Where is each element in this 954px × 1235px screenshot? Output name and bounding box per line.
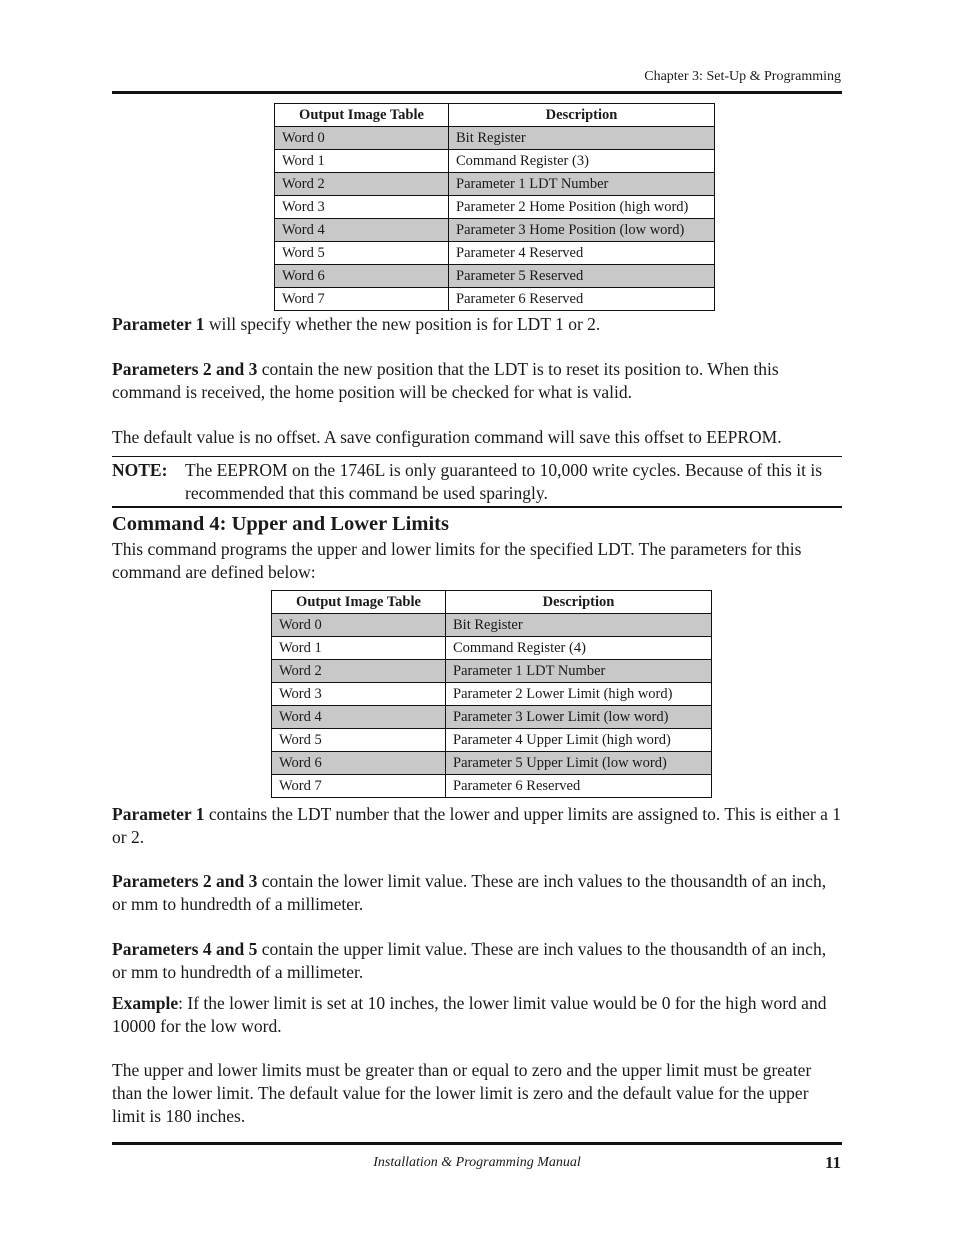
paragraph-limit-rules: The upper and lower limits must be greater than or equal to zero and the upper limit must be greater than the lower limit. The default value for the lower limit is zero and the default value for the upper limit is 180 inches. [112, 1060, 812, 1126]
table-cell: Word 6 [272, 752, 446, 775]
paragraph-limits-parameter-1 [112, 803, 842, 849]
page-number: 11 [824, 1153, 841, 1172]
table-header-cell: Description [449, 104, 715, 127]
table-cell: Parameter 6 Reserved [449, 288, 715, 311]
table-cell: Word 5 [272, 729, 446, 752]
table-cell: Parameter 2 Home Position (high word) [449, 196, 715, 219]
table-cell: Parameter 5 Upper Limit (low word) [446, 752, 712, 775]
table-cell: Parameter 3 Lower Limit (low word) [446, 706, 712, 729]
table-row [272, 637, 712, 660]
table-cell: Parameter 6 Reserved [446, 775, 712, 798]
paragraph-parameter-1 [112, 313, 842, 336]
table-row [272, 752, 712, 775]
table-header-cell: Output Image Table [275, 104, 449, 127]
table-row [275, 265, 715, 288]
paragraph-example [112, 992, 842, 1038]
table-cell: Word 1 [275, 150, 449, 173]
output-image-table-command-4 [271, 590, 712, 798]
running-header: Chapter 3: Set-Up & Programming [644, 69, 841, 84]
table-row [272, 775, 712, 798]
table-row [275, 288, 715, 311]
table-cell: Word 6 [275, 265, 449, 288]
table-cell: Word 2 [272, 660, 446, 683]
table-cell: Word 7 [275, 288, 449, 311]
note-bottom-rule [112, 506, 842, 508]
table-cell: Parameter 3 Home Position (low word) [449, 219, 715, 242]
output-image-table-command-3 [274, 103, 715, 311]
table-row [275, 173, 715, 196]
table-cell: Parameter 4 Reserved [449, 242, 715, 265]
table-cell: Bit Register [446, 614, 712, 637]
table-header-cell: Description [446, 591, 712, 614]
bold-lead: Parameters 4 and 5 [112, 939, 258, 959]
table-cell: Bit Register [449, 127, 715, 150]
table-cell: Parameter 1 LDT Number [446, 660, 712, 683]
paragraph-text: contain the lower limit value. These are inch values to the thousandth of an inch, or mm to hundredth of a millimeter. [112, 871, 827, 914]
bold-lead: Parameters 2 and 3 [112, 871, 258, 891]
table-row [272, 706, 712, 729]
table-cell: Word 5 [275, 242, 449, 265]
bold-lead: Parameters 2 and 3 [112, 359, 258, 379]
table-cell: Word 0 [272, 614, 446, 637]
table-cell: Parameter 5 Reserved [449, 265, 715, 288]
table-cell: Word 4 [272, 706, 446, 729]
table-cell: Word 3 [272, 683, 446, 706]
table-row [272, 614, 712, 637]
bold-lead: Example [112, 993, 179, 1013]
footer-rule [112, 1142, 842, 1145]
paragraph-default-value: The default value is no offset. A save configuration command will save this offset to EEPROM. [112, 427, 782, 447]
footer-title: Installation & Programming Manual [373, 1155, 581, 1170]
paragraph-text: will specify whether the new position is for LDT 1 or 2. [204, 314, 601, 334]
table-cell: Word 7 [272, 775, 446, 798]
paragraph-text: contains the LDT number that the lower and upper limits are assigned to. This is either a 1 or 2. [112, 804, 841, 847]
paragraph-upper-limit [112, 938, 842, 984]
table-row [275, 196, 715, 219]
table-row [275, 242, 715, 265]
table-row [272, 683, 712, 706]
table-cell: Command Register (3) [449, 150, 715, 173]
table-cell: Word 2 [275, 173, 449, 196]
table-row [275, 219, 715, 242]
header-rule [112, 91, 842, 94]
table-cell: Word 1 [272, 637, 446, 660]
table-cell: Parameter 1 LDT Number [449, 173, 715, 196]
table-header-row [272, 591, 712, 614]
note-top-rule [112, 456, 842, 457]
table-row [275, 150, 715, 173]
bold-lead: Parameter 1 [112, 804, 205, 824]
table-cell: Word 4 [275, 219, 449, 242]
paragraph-text: : If the lower limit is set at 10 inches, the lower limit value would be 0 for the high word and 10000 for the low word. [112, 993, 827, 1036]
paragraph-command-intro: This command programs the upper and lower limits for the specified LDT. The parameters for this command are defined below: [112, 539, 802, 582]
table-header-cell: Output Image Table [272, 591, 446, 614]
paragraph-text: contain the upper limit value. These are inch values to the thousandth of an inch, or mm to hundredth of a millimeter. [112, 939, 827, 982]
note-text: The EEPROM on the 1746L is only guaranteed to 10,000 write cycles. Because of this it is recommended that this command be used sparingly. [185, 460, 823, 503]
table-row [272, 729, 712, 752]
table-row [272, 660, 712, 683]
table-row [275, 127, 715, 150]
table-header-row [275, 104, 715, 127]
paragraph-parameters-2-3 [112, 358, 842, 404]
note-label: NOTE: [112, 460, 168, 480]
section-heading: Command 4: Upper and Lower Limits [112, 513, 449, 535]
bold-lead: Parameter 1 [112, 314, 205, 334]
table-cell: Command Register (4) [446, 637, 712, 660]
table-cell: Parameter 2 Lower Limit (high word) [446, 683, 712, 706]
note-box [112, 459, 842, 505]
table-cell: Word 0 [275, 127, 449, 150]
table-cell: Parameter 4 Upper Limit (high word) [446, 729, 712, 752]
paragraph-lower-limit [112, 870, 842, 916]
table-cell: Word 3 [275, 196, 449, 219]
paragraph-text: contain the new position that the LDT is to reset its position to. When this command is received, the home position will be checked for what is valid. [112, 359, 779, 402]
